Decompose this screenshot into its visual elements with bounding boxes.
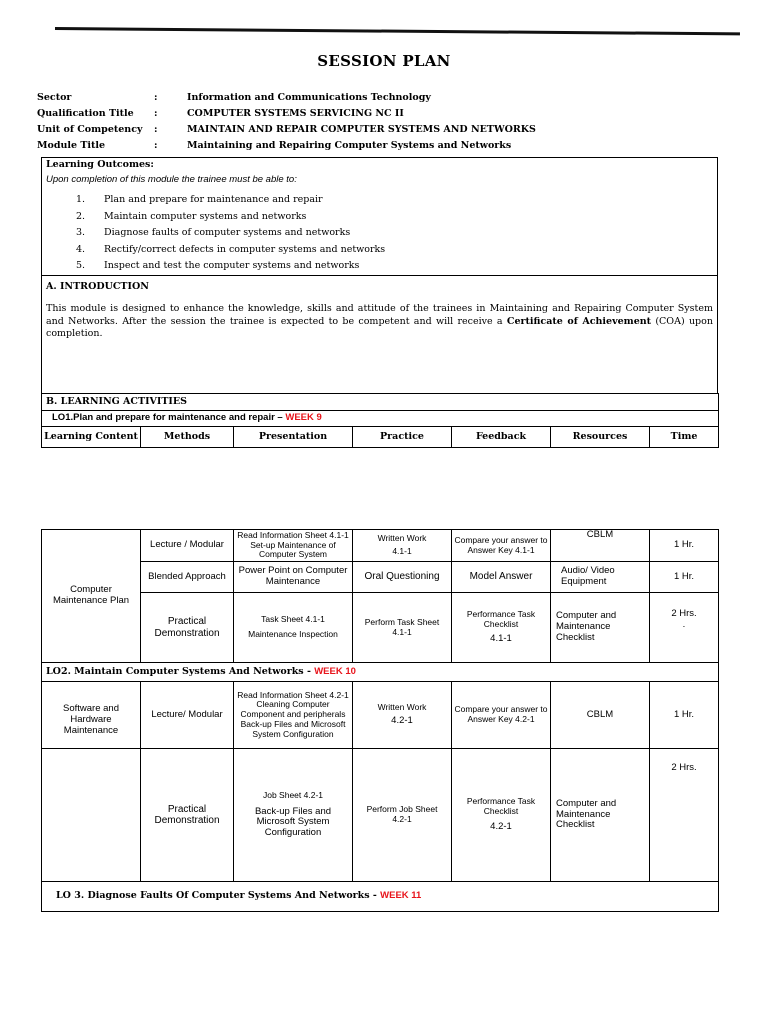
method-cell: Lecture / Modular — [141, 530, 234, 562]
lo3-label: LO 3. Diagnose Faults Of Computer Systems And Networks - WEEK 11 — [42, 882, 719, 912]
resources-cell: CBLM — [551, 682, 650, 749]
practice-cell: Perform Job Sheet 4.2-1 — [353, 749, 452, 882]
table-row — [42, 749, 719, 882]
lo1-week: WEEK 9 — [285, 412, 322, 424]
time-cell: 1 Hr. — [650, 530, 719, 562]
outcomes-intro: Upon completion of this module the trainee must be able to: — [46, 174, 297, 185]
learning-activities-heading: B. LEARNING ACTIVITIES — [42, 394, 719, 411]
introduction-box — [41, 275, 718, 394]
presentation-cell: Read Information Sheet 4.1-1 Set-up Maintenance of Computer System — [234, 530, 353, 562]
time-cell: 1 Hr. — [650, 562, 719, 593]
presentation-cell: Task Sheet 4.1-1 Maintenance Inspection — [234, 593, 353, 663]
practice-cell: Oral Questioning — [353, 562, 452, 593]
method-cell: Practical Demonstration — [141, 593, 234, 663]
feedback-cell: Compare your answer to Answer Key 4.2-1 — [452, 682, 551, 749]
learning-activities-header — [41, 393, 719, 448]
table-row — [42, 882, 719, 912]
time-cell: 1 Hr. — [650, 682, 719, 749]
col-time: Time — [650, 427, 719, 448]
feedback-cell: Performance Task Checklist 4.1-1 — [452, 593, 551, 663]
outcome-item: 5. Inspect and test the computer systems and networks — [76, 260, 360, 271]
lo2-label: LO2. Maintain Computer Systems And Networks - WEEK 10 — [42, 663, 719, 682]
col-feedback: Feedback — [452, 427, 551, 448]
method-cell: Practical Demonstration — [141, 749, 234, 882]
outcome-item: 3. Diagnose faults of computer systems and networks — [76, 227, 351, 238]
col-resources: Resources — [551, 427, 650, 448]
resources-cell: Computer and Maintenance Checklist — [551, 593, 650, 663]
method-cell: Blended Approach — [141, 562, 234, 593]
col-presentation: Presentation — [234, 427, 353, 448]
empty-cell — [42, 749, 141, 882]
page-title: SESSION PLAN — [317, 52, 451, 70]
time-cell: 2 Hrs. — [650, 749, 719, 882]
outcome-item: 4. Rectify/correct defects in computer systems and networks — [76, 243, 386, 255]
introduction-text: This module is designed to enhance the knowledge, skills and attitude of the trainees in Maintaining and Repairing Computer System and Networks. After the session the trainee is expected to be competent and will receive a Certificate of Achievement (COA) upon completion. — [46, 303, 713, 339]
col-methods: Methods — [141, 427, 234, 448]
lo2-content: Software and Hardware Maintenance — [42, 682, 141, 749]
lo1-content: Computer Maintenance Plan — [42, 530, 141, 663]
practice-cell: Perform Task Sheet 4.1-1 — [353, 593, 452, 663]
col-practice: Practice — [353, 427, 452, 448]
presentation-cell: Job Sheet 4.2-1 Back-up Files and Microsoft System Configuration — [234, 749, 353, 882]
method-cell: Lecture/ Modular — [141, 682, 234, 749]
outcome-item: 1. Plan and prepare for maintenance and repair — [76, 194, 323, 205]
time-cell: 2 Hrs. . — [650, 593, 719, 663]
col-learning-content: Learning Content — [42, 427, 141, 448]
resources-cell: Computer and Maintenance Checklist — [551, 749, 650, 882]
lo3-week: WEEK 11 — [380, 890, 422, 902]
top-rule — [55, 27, 740, 35]
presentation-cell: Read Information Sheet 4.2-1 Cleaning Computer Component and peripherals Back-up Files and Microsoft System Configuration — [234, 682, 353, 749]
lo1-label: LO1.Plan and prepare for maintenance and repair – WEEK 9 — [42, 411, 719, 427]
activities-table — [41, 529, 719, 912]
outcomes-heading: Learning Outcomes: — [46, 159, 154, 170]
table-row — [42, 562, 719, 593]
presentation-cell: Power Point on Computer Maintenance — [234, 562, 353, 593]
feedback-cell: Compare your answer to Answer Key 4.1-1 — [452, 530, 551, 562]
practice-cell: Written Work 4.2-1 — [353, 682, 452, 749]
table-row — [42, 593, 719, 663]
introduction-heading: A. INTRODUCTION — [46, 281, 149, 292]
resources-cell: Audio/ Video Equipment — [551, 562, 650, 593]
feedback-cell: Model Answer — [452, 562, 551, 593]
lo2-week: WEEK 10 — [314, 665, 356, 677]
table-row — [42, 663, 719, 682]
resources-cell: CBLM — [551, 530, 650, 562]
learning-outcomes-box — [41, 157, 718, 276]
outcomes-list — [76, 192, 385, 275]
table-row — [42, 682, 719, 749]
feedback-cell: Performance Task Checklist 4.2-1 — [452, 749, 551, 882]
table-row — [42, 530, 719, 562]
outcome-item: 2. Maintain computer systems and networks — [76, 210, 307, 222]
practice-cell: Written Work 4.1-1 — [353, 530, 452, 562]
